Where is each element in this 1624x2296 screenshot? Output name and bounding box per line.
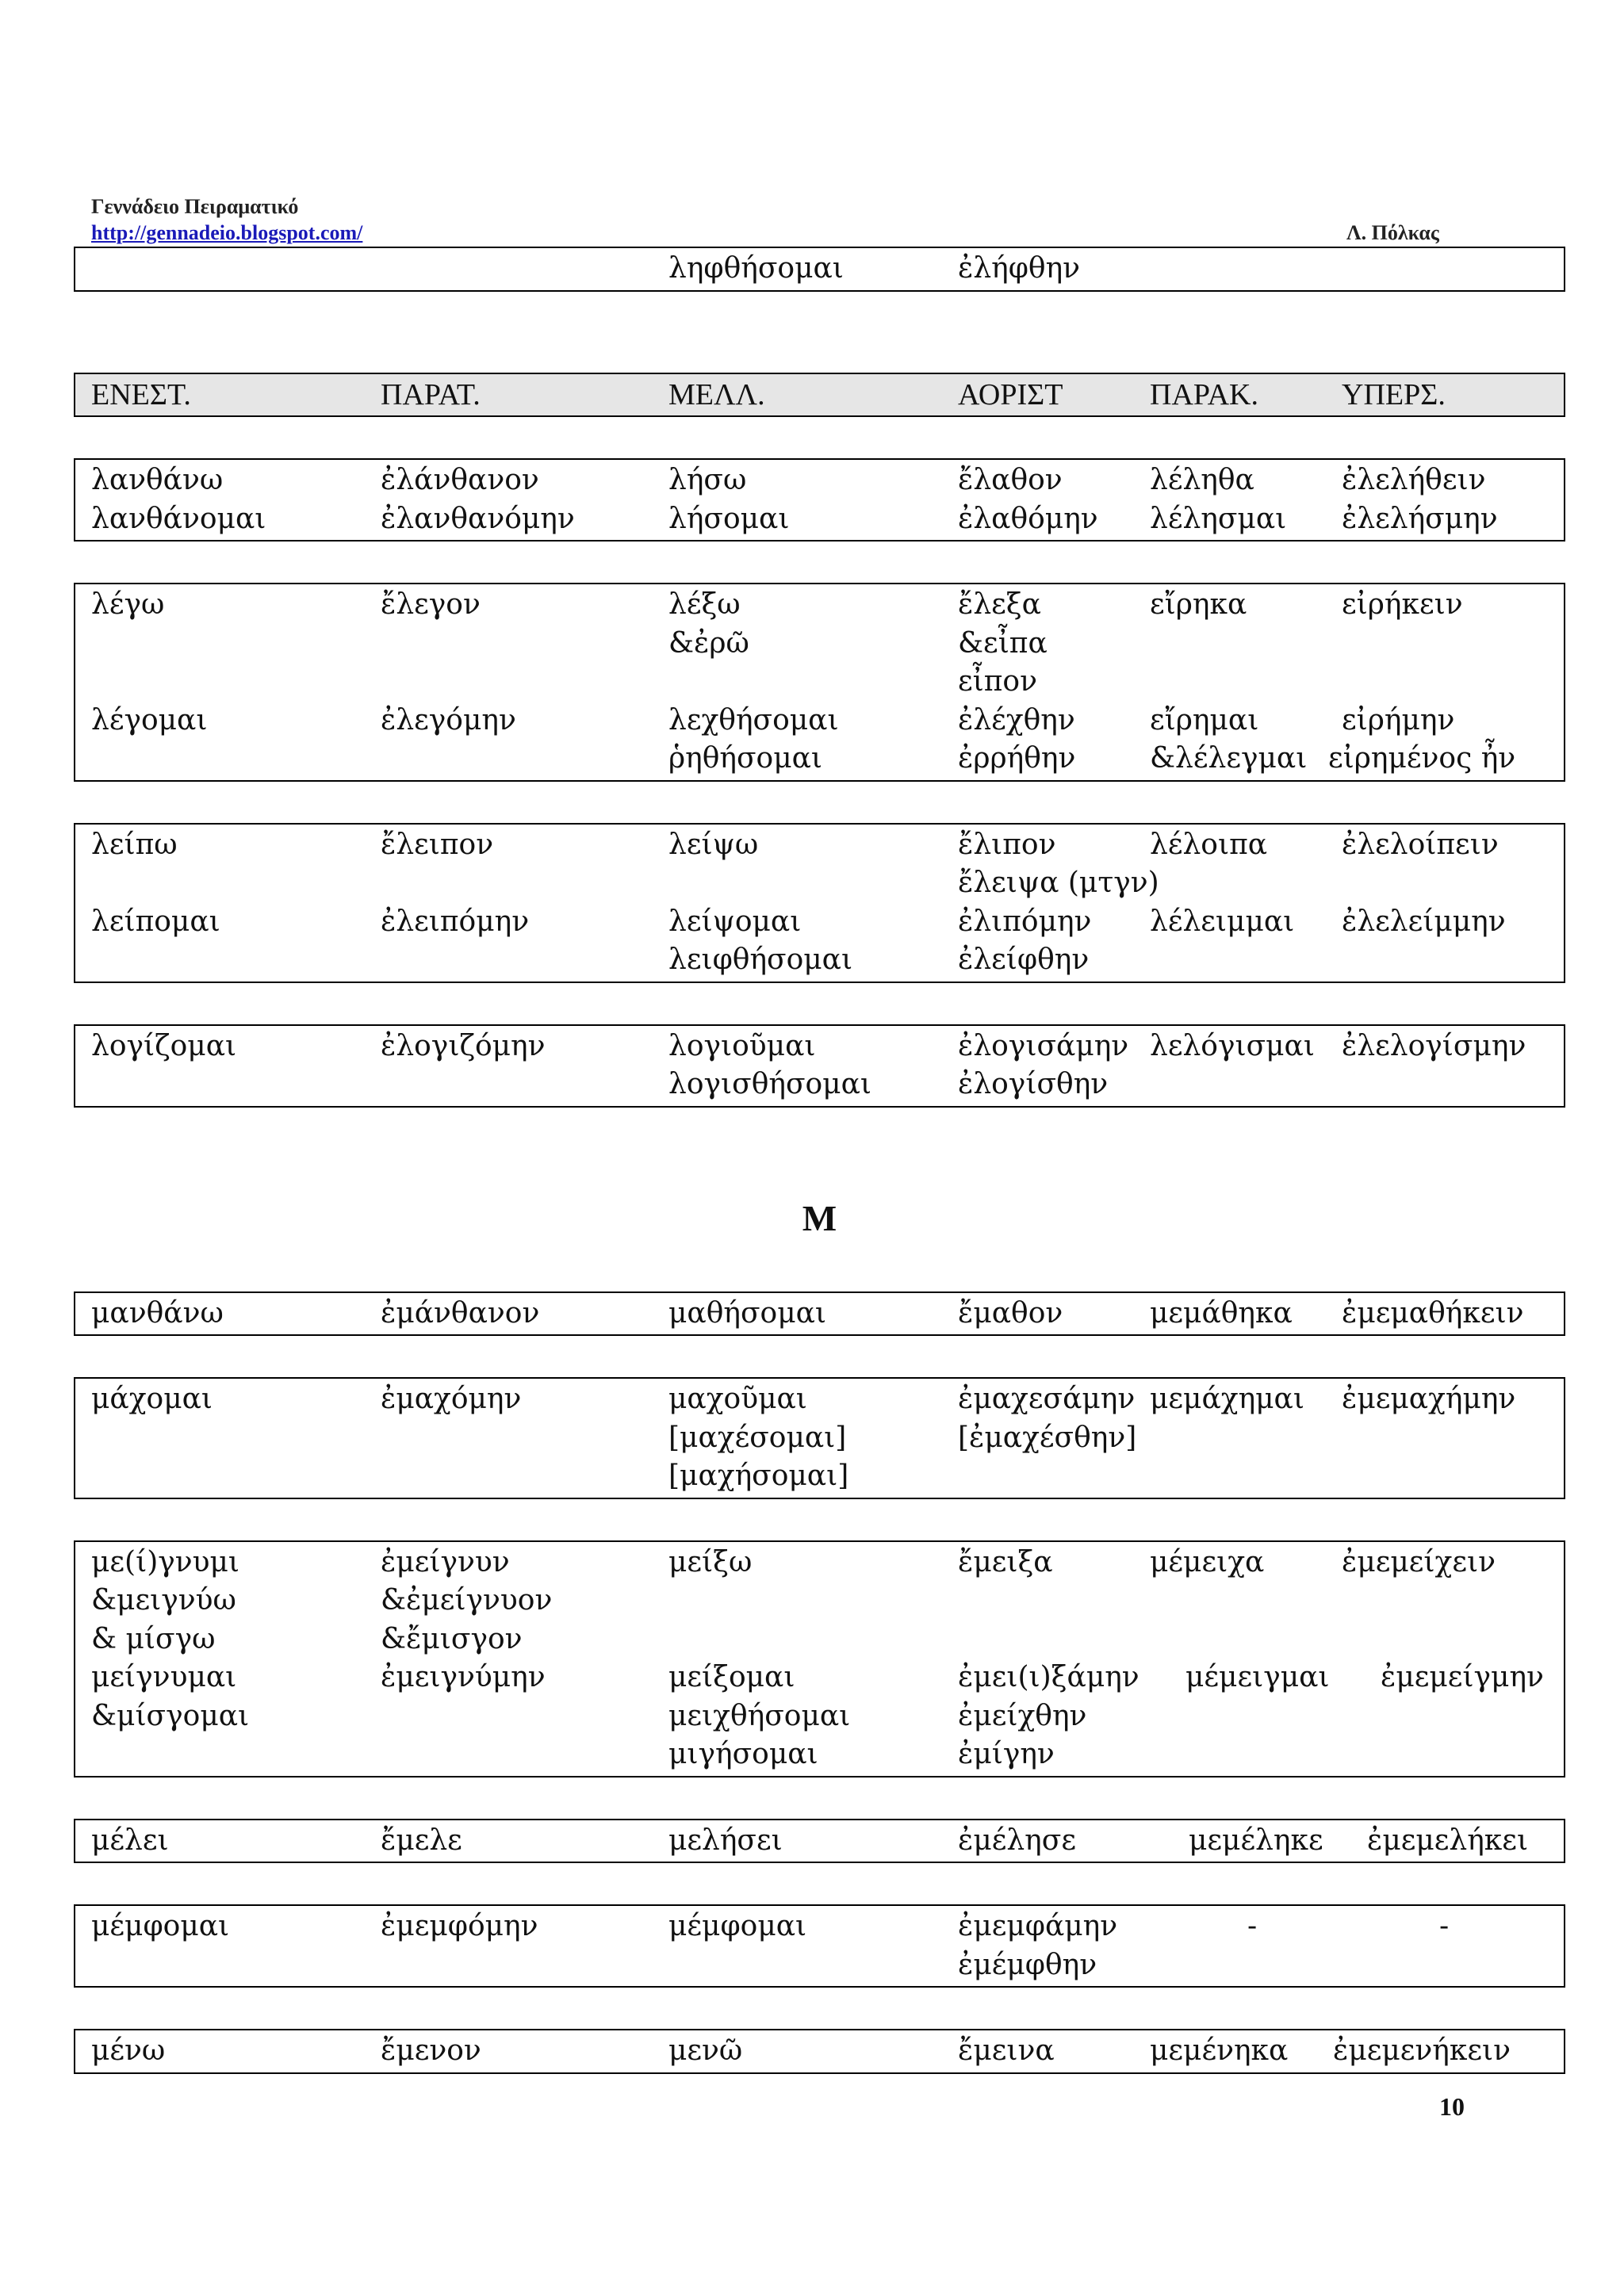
aorist-form: ἐμίγην [958,1738,1055,1770]
present-form: μένω [91,2034,166,2067]
aorist-form: ἐλέχθην [958,703,1075,737]
aorist-form: εἶπον [958,665,1037,698]
imperfect-form: ἐλεγόμην [381,703,516,737]
verb-form-row [75,1621,1564,1659]
pluperfect-form: ἐλελογίσμην [1342,1029,1526,1062]
future-form: &ἐρῶ [668,626,749,660]
perfect-form: μέμειγμαι [1185,1661,1330,1693]
verb-form-row [75,2032,1564,2071]
aorist-form: ἐλιπόμην [958,905,1092,938]
present-form: μανθάνω [91,1296,224,1330]
present-form: λανθάνομαι [91,502,266,535]
imperfect-form: ἐμείγνυν [381,1545,510,1578]
verb-form-row [75,1735,1564,1774]
verb-group [74,583,1565,782]
imperfect-form: &ἐμείγνυον [381,1584,553,1617]
perfect-form: μεμάχημαι [1150,1383,1304,1415]
future-form: λήσομαι [668,502,790,535]
aorist-form: ἐλαθόμην [958,502,1098,535]
imperfect-form: ἐμειγνύμην [381,1661,546,1693]
future-form: λήσω [668,464,747,496]
aorist-form: &εἶπα [958,626,1048,660]
perfect-form: - [1247,1910,1258,1942]
aorist-form: ἔλειψα (μτγν) [958,867,1159,899]
column-header-line [75,376,1564,415]
perfect-form: εἴρημαι [1150,703,1259,737]
page-number: 10 [1439,2092,1465,2121]
present-form: & μίσγω [91,1622,216,1655]
present-form: μείγνυμαι [91,1661,237,1693]
pluperfect-form: εἰρημένος ἦν [1328,742,1516,775]
aorist-form: [ἐμαχέσθην] [958,1421,1137,1454]
aorist-form: ἐρρήθην [958,742,1076,775]
present-form: με(ί)γνυμι [91,1545,240,1578]
perfect-form: λέλησμαι [1150,502,1287,535]
aorist-form: ἐμείχθην [958,1699,1087,1732]
future-form: ληφθήσομαι [668,252,844,285]
perfect-form: μεμέληκε [1189,1823,1323,1857]
present-form: λέγω [91,588,165,621]
imperfect-form: ἔμενον [381,2034,481,2067]
verb-form-row [75,1946,1564,1985]
verb-tables [74,247,1565,2074]
present-form: μάχομαι [91,1383,213,1415]
column-header-aorist: ΑΟΡΙΣΤ [958,377,1063,411]
future-form: λείψομαι [668,905,802,938]
future-form: μαχοῦμαι [668,1383,807,1415]
verb-form-row [75,740,1564,779]
verb-group [74,1292,1565,1337]
verb-form-row [75,941,1564,980]
future-form: λεχθήσομαι [668,703,839,737]
future-form: ῥηθήσομαι [668,742,823,775]
pluperfect-form: ἐμεμενήκειν [1333,2034,1511,2067]
aorist-form: ἐμει(ι)ξάμην [958,1661,1139,1693]
aorist-form: ἔλεξα [958,588,1041,621]
perfect-form: μεμάθηκα [1150,1296,1293,1330]
pluperfect-form: ἐλελοίπειν [1342,828,1499,861]
imperfect-form: ἐμάνθανον [381,1296,540,1330]
perfect-form: λέλειμμαι [1150,905,1295,938]
imperfect-form: ἐλογιζόμην [381,1029,546,1062]
school-name: Γεννάδειο Πειραματικό [91,195,299,218]
verb-form-row [75,1419,1564,1458]
verb-group [74,1540,1565,1777]
aorist-form: ἐμέλησε [958,1823,1076,1857]
verb-form-row [75,1697,1564,1736]
verb-form-row [75,702,1564,740]
aorist-form: ἐλήφθην [958,252,1081,285]
aorist-form: ἐλείφθην [958,943,1090,976]
aorist-form: ἔμαθον [958,1296,1063,1330]
verb-form-row [75,1066,1564,1104]
pluperfect-form: ἐλελήσμην [1342,502,1498,535]
present-form: λείπω [91,828,178,861]
verb-form-row [75,1295,1564,1334]
pluperfect-form: ἐλελείμμην [1342,905,1506,938]
perfect-form: λέληθα [1150,464,1254,496]
verb-form-row [75,461,1564,500]
verb-form-row [75,625,1564,664]
imperfect-form: ἔλειπον [381,828,494,861]
aorist-form: ἔμεινα [958,2034,1055,2067]
verb-form-row [75,250,1564,289]
verb-group [74,458,1565,541]
verb-form-row [75,1659,1564,1697]
verb-table-continued [74,247,1565,292]
column-header-future: ΜΕΛΛ. [668,377,765,411]
future-form: μείξω [668,1545,753,1578]
future-form: μέμφομαι [668,1910,807,1942]
present-form: λέγομαι [91,703,208,737]
perfect-form: μεμένηκα [1150,2034,1289,2067]
perfect-form: λέλοιπα [1150,828,1268,861]
pluperfect-form: ἐμεμαθήκειν [1342,1296,1524,1330]
aorist-form: ἔμειξα [958,1545,1053,1578]
future-form: μείξομαι [668,1661,795,1693]
future-form: μελήσει [668,1823,783,1857]
verb-form-row [75,1380,1564,1419]
future-form: λογισθήσομαι [668,1068,872,1100]
present-form: μέλει [91,1823,169,1857]
verb-form-row [75,1027,1564,1066]
aorist-form: ἔλαθον [958,464,1063,496]
aorist-form: ἐμεμφάμην [958,1910,1118,1942]
perfect-form: &λέλεγμαι [1150,742,1308,775]
future-form: λογιοῦμαι [668,1029,816,1062]
future-form: [μαχήσομαι] [668,1460,849,1492]
verb-form-row [75,826,1564,865]
perfect-form: μέμειχα [1150,1545,1265,1578]
pluperfect-form: ἐλελήθειν [1342,464,1486,496]
section-letter-heading: Μ [802,1197,837,1238]
future-form: μαθήσομαι [668,1296,827,1330]
verb-form-row [75,1544,1564,1582]
future-form: λείψω [668,828,759,861]
present-form: λανθάνω [91,464,224,496]
pluperfect-form: ἐμεμελήκει [1367,1823,1529,1857]
verb-form-row [75,663,1564,702]
verb-group [74,1377,1565,1499]
verb-form-row [75,903,1564,942]
verb-group [74,1024,1565,1108]
column-header-present: ΕΝΕΣΤ. [91,377,191,411]
perfect-form: εἴρηκα [1150,588,1247,621]
verb-form-row [75,1582,1564,1621]
imperfect-form: ἐλειπόμην [381,905,530,938]
present-form: λογίζομαι [91,1029,237,1062]
pluperfect-form: εἰρήμην [1342,703,1455,737]
verb-form-row [75,500,1564,539]
imperfect-form: ἐμαχόμην [381,1383,522,1415]
column-header-perfect: ΠΑΡΑΚ. [1150,377,1258,411]
future-form: μενῶ [668,2034,743,2067]
verb-form-row [75,1457,1564,1496]
pluperfect-form: ἐμεμαχήμην [1342,1383,1516,1415]
aorist-form: ἐμέμφθην [958,1948,1097,1981]
imperfect-form: ἐμεμφόμην [381,1910,538,1942]
author-name: Λ. Πόλκας [1346,221,1439,244]
present-form: μέμφομαι [91,1910,230,1942]
imperfect-form: &ἔμισγον [381,1622,523,1655]
verb-form-row [75,864,1564,903]
column-header-pluperfect: ΥΠΕΡΣ. [1342,377,1446,411]
verb-group [74,823,1565,983]
imperfect-form: ἐλανθανόμην [381,502,575,535]
imperfect-form: ἔλεγον [381,588,481,621]
column-header-row [74,373,1565,418]
future-form: μιγήσομαι [668,1738,818,1770]
verb-group [74,1819,1565,1864]
present-form: &μειγνύω [91,1584,236,1617]
pluperfect-form: - [1439,1910,1450,1942]
aorist-form: ἐμαχεσάμην [958,1383,1136,1415]
verb-group [74,2029,1565,2074]
present-form: λείπομαι [91,905,220,938]
aorist-form: ἐλογισάμην [958,1029,1129,1062]
verb-form-row [75,586,1564,625]
future-form: λέξω [668,588,741,621]
imperfect-form: ἔμελε [381,1823,462,1857]
blog-link[interactable]: http://gennadeio.blogspot.com/ [91,221,363,244]
aorist-form: ἔλιπον [958,828,1056,861]
future-form: μειχθήσομαι [668,1699,851,1732]
pluperfect-form: ἐμεμείγμην [1381,1661,1544,1693]
future-form: λειφθήσομαι [668,943,853,976]
aorist-form: ἐλογίσθην [958,1068,1109,1100]
imperfect-form: ἐλάνθανον [381,464,539,496]
verb-group [74,1904,1565,1988]
pluperfect-form: εἰρήκειν [1342,588,1463,621]
future-form: [μαχέσομαι] [668,1421,847,1454]
column-header-imperfect: ΠΑΡΑΤ. [381,377,481,411]
verb-form-row [75,1908,1564,1946]
verb-form-row [75,1822,1564,1861]
perfect-form: λελόγισμαι [1150,1029,1315,1062]
pluperfect-form: ἐμεμείχειν [1342,1545,1496,1578]
present-form: &μίσγομαι [91,1699,250,1732]
